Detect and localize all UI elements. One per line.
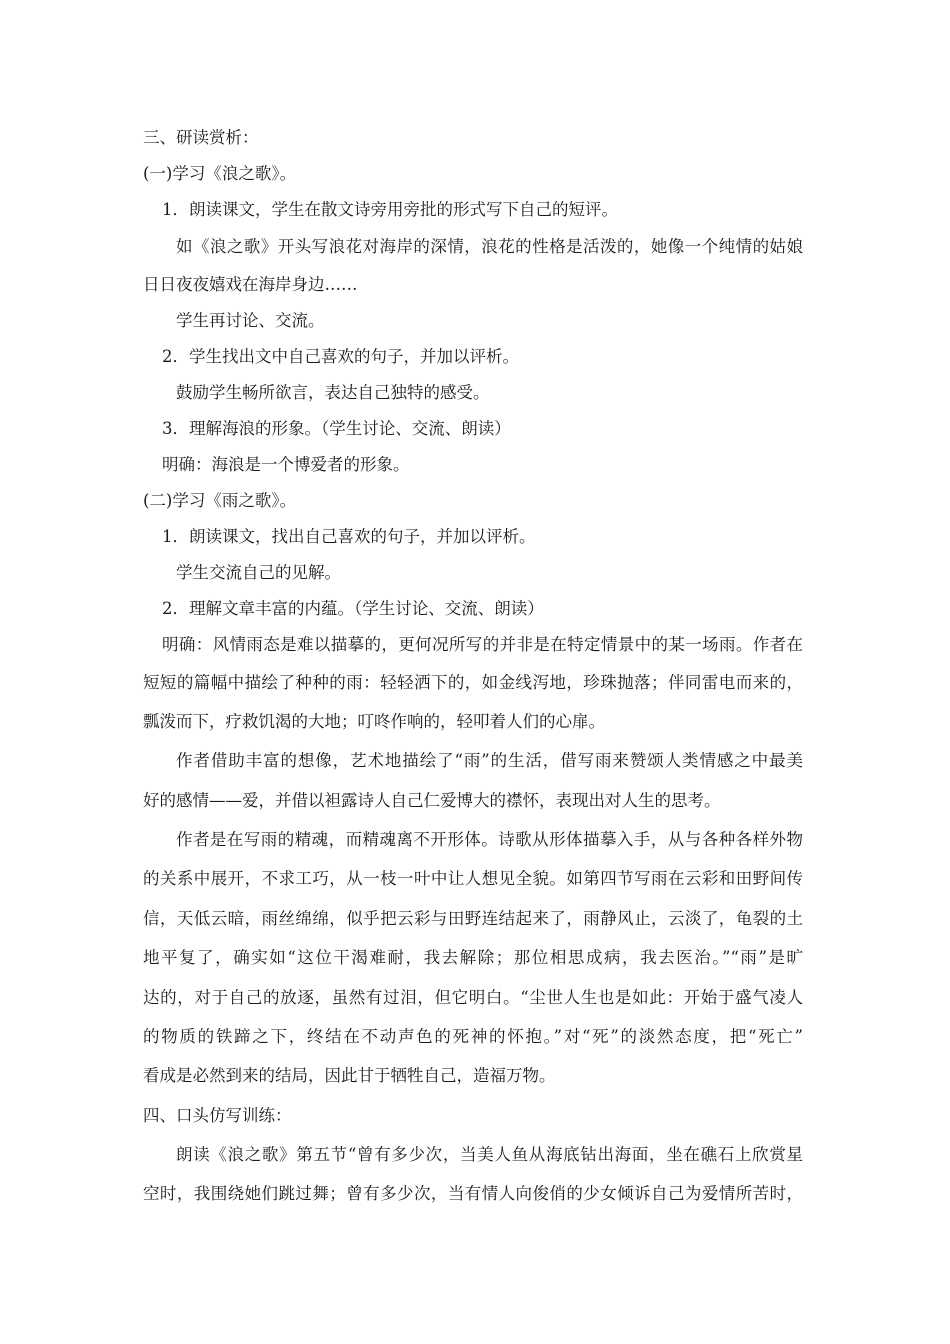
paragraph-line: 鼓励学生畅所欲言，表达自己独特的感受。 [176, 383, 490, 402]
paragraph-line: 信，天低云暗，雨丝绵绵，似乎把云彩与田野连结起来了，雨静风止，云淡了，龟裂的土 [143, 909, 803, 928]
paragraph-line: 好的感情——爱，并借以袒露诗人自己仁爱博大的襟怀，表现出对人生的思考。 [143, 791, 721, 810]
paragraph-line: 学生再讨论、交流。 [176, 311, 325, 330]
paragraph-line: 朗读《浪之歌》第五节“曾有多少次，当美人鱼从海底钻出海面，坐在礁石上欣赏星 [176, 1145, 803, 1164]
paragraph-line: 日日夜夜嬉戏在海岸身边…… [143, 275, 358, 294]
paragraph-line: 的关系中展开，不求工巧，从一枝一叶中让人想见全貌。如第四节写雨在云彩和田野间传 [143, 869, 803, 888]
paragraph-line: 明确：海浪是一个博爱者的形象。 [162, 455, 410, 474]
paragraph-line: 地平复了，确实如“这位干渴难耐，我去解除；那位相思成病，我去医治。”“雨”是旷 [143, 948, 803, 967]
paragraph-line: 作者是在写雨的精魂，而精魂离不开形体。诗歌从形体描摹入手，从与各种各样外物 [176, 830, 803, 849]
section-heading-3: 三、研读赏析： [143, 128, 259, 147]
paragraph-line: 达的，对于自己的放逐，虽然有过泪，但它明白。“尘世人生也是如此：开始于盛气凌人 [143, 988, 803, 1007]
paragraph-line: 学生交流自己的见解。 [176, 563, 341, 582]
list-item: 1．朗读课文，学生在散文诗旁用旁批的形式写下自己的短评。 [162, 200, 618, 219]
paragraph-line: 短短的篇幅中描绘了种种的雨：轻轻洒下的，如金线泻地，珍珠抛落；伴同雷电而来的， [143, 673, 803, 692]
paragraph-line: 看成是必然到来的结局，因此甘于牺牲自己，造福万物。 [143, 1066, 556, 1085]
paragraph-line: 空时，我围绕她们跳过舞；曾有多少次，当有情人向俊俏的少女倾诉自己为爱情所苦时， [143, 1184, 803, 1203]
list-item: 2．理解文章丰富的内蕴。（学生讨论、交流、朗读） [162, 599, 544, 618]
subsection-heading-1: (一)学习《浪之歌》。 [143, 164, 297, 183]
paragraph-line: 作者借助丰富的想像，艺术地描绘了“雨”的生活，借写雨来赞颂人类情感之中最美 [176, 751, 803, 770]
list-item: 1．朗读课文，找出自己喜欢的句子，并加以评析。 [162, 527, 536, 546]
list-item: 2．学生找出文中自己喜欢的句子，并加以评析。 [162, 347, 519, 366]
paragraph-line: 明确：风情雨态是难以描摹的，更何况所写的并非是在特定情景中的某一场雨。作者在 [162, 635, 803, 654]
section-heading-4: 四、口头仿写训练： [143, 1106, 292, 1125]
subsection-heading-2: (二)学习《雨之歌》。 [143, 491, 297, 510]
paragraph-line: 的物质的铁蹄之下，终结在不动声色的死神的怀抱。”对“死”的淡然态度，把“死亡” [143, 1027, 803, 1046]
paragraph-line: 瓢泼而下，疗救饥渴的大地；叮咚作响的，轻叩着人们的心扉。 [143, 712, 605, 731]
paragraph-line: 如《浪之歌》开头写浪花对海岸的深情，浪花的性格是活泼的，她像一个纯情的姑娘 [176, 237, 803, 256]
list-item: 3．理解海浪的形象。（学生讨论、交流、朗读） [162, 419, 511, 438]
